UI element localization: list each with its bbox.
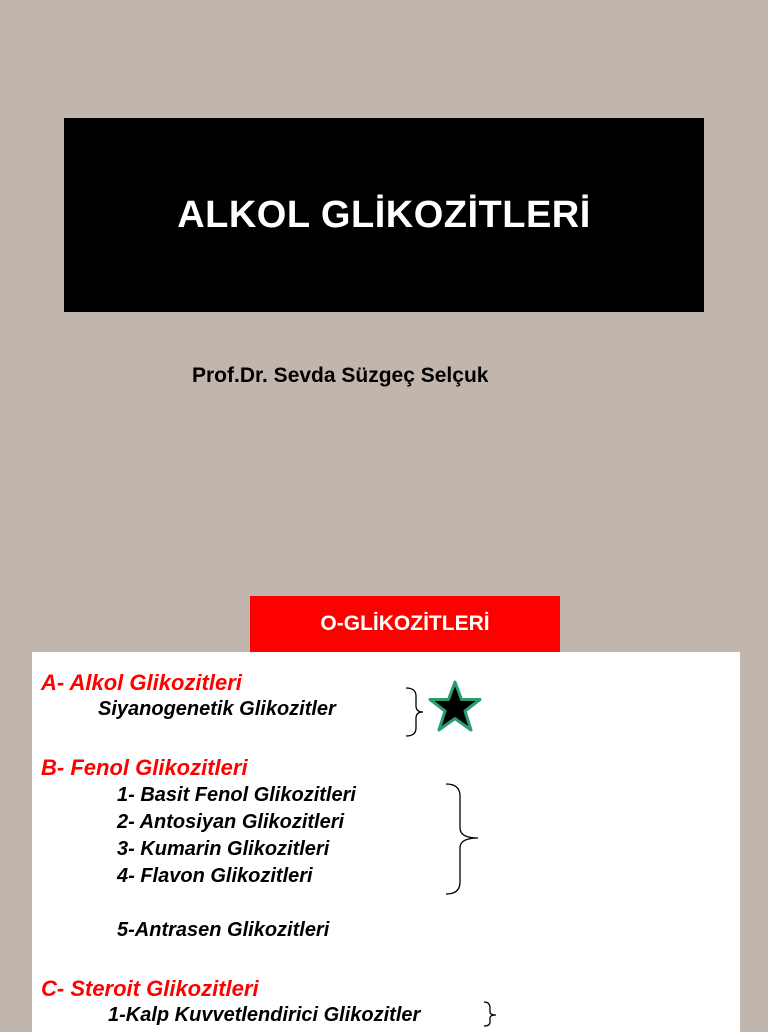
author-name: Prof.Dr. Sevda Süzgeç Selçuk <box>192 364 489 387</box>
section-b-heading: B- Fenol Glikozitleri <box>41 755 248 780</box>
section-b-item-1: 1- Basit Fenol Glikozitleri <box>117 784 356 806</box>
section-b-item-5: 5-Antrasen Glikozitleri <box>117 919 330 941</box>
brace-icon <box>404 686 424 738</box>
brace-icon <box>444 782 480 896</box>
category-badge-label: O-GLİKOZİTLERİ <box>320 612 490 635</box>
title-banner <box>64 118 704 312</box>
page-title: ALKOL GLİKOZİTLERİ <box>177 193 591 236</box>
section-b-item-2: 2- Antosiyan Glikozitleri <box>117 811 345 833</box>
section-a-heading: A- Alkol Glikozitleri <box>41 670 242 695</box>
section-a-item: Siyanogenetik Glikozitler <box>98 698 336 720</box>
star-icon <box>428 680 482 734</box>
classification-panel <box>32 652 740 1032</box>
category-badge <box>250 596 560 652</box>
section-b-item-4: 4- Flavon Glikozitleri <box>117 865 313 887</box>
section-c-item: 1-Kalp Kuvvetlendirici Glikozitler <box>108 1004 421 1026</box>
section-c-heading: C- Steroit Glikozitleri <box>41 976 259 1001</box>
section-b-item-3: 3- Kumarin Glikozitleri <box>117 838 330 860</box>
